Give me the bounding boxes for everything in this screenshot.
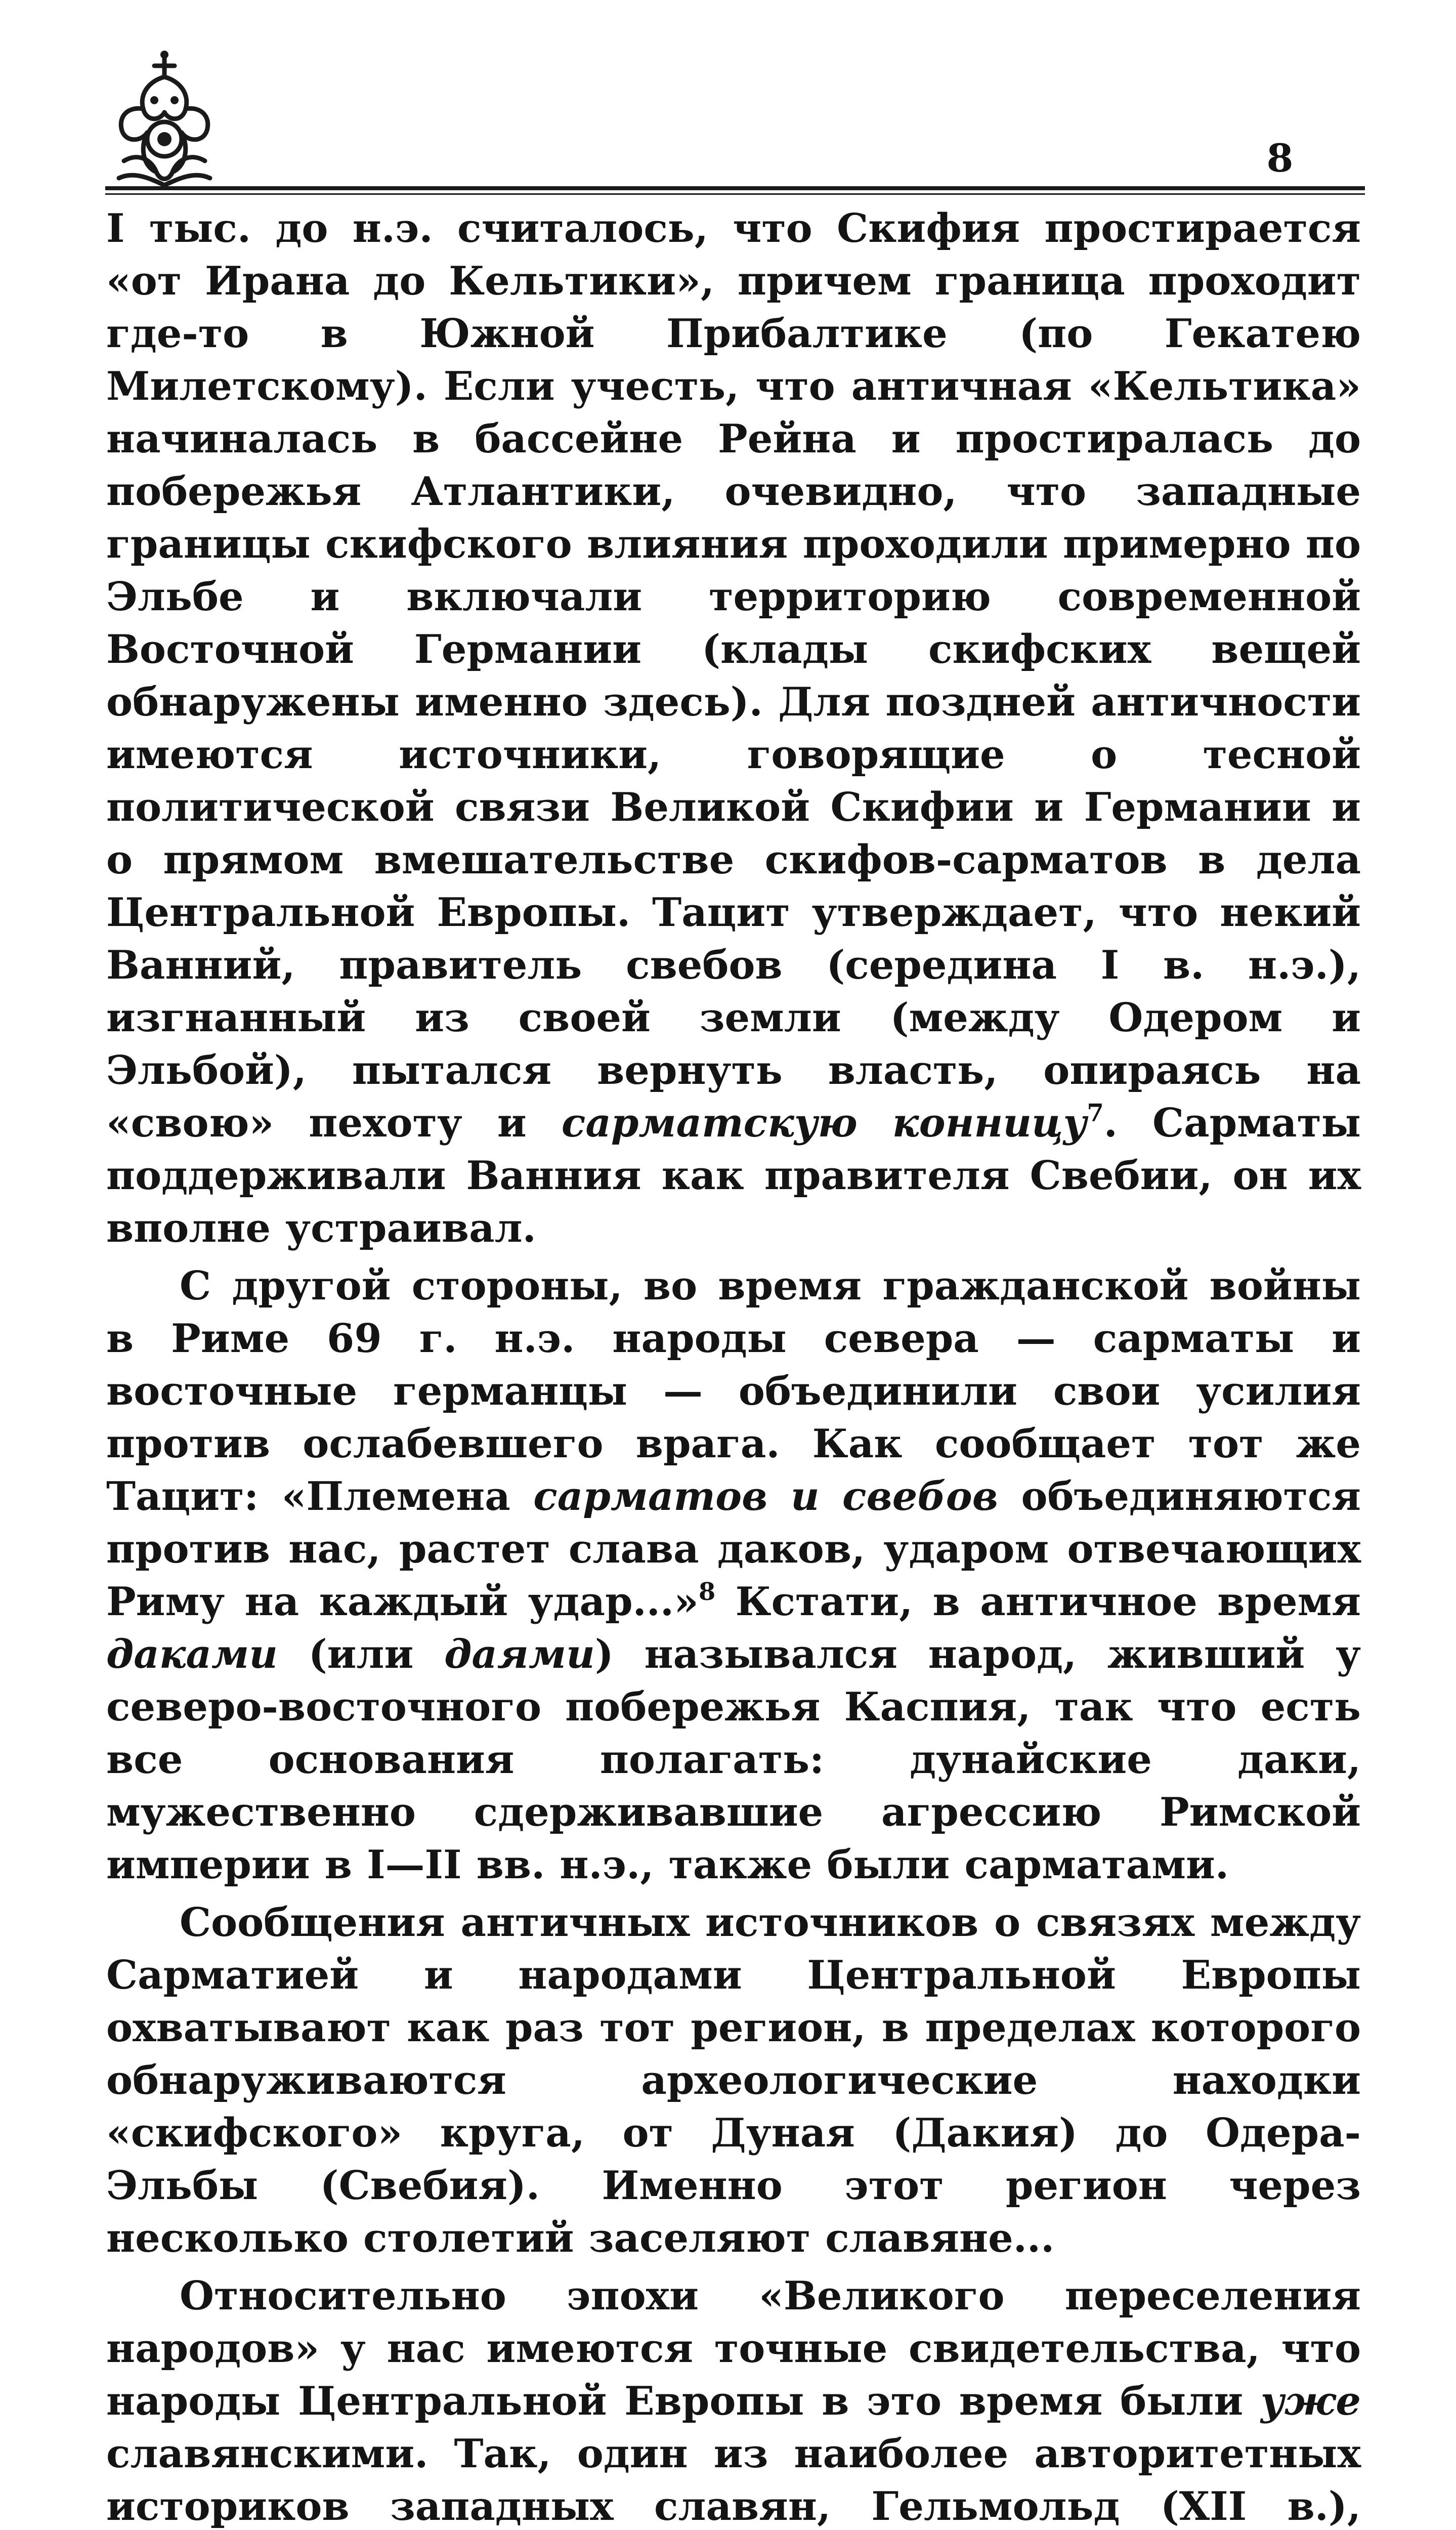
italic-text: даями: [444, 1631, 595, 1677]
text-run: ) назывался народ, живший у северо-восточного побережья Каспия, так что есть все основания полагать: дунайские даки, мужественно сдерживавшие агрессию Римской империи в I—II вв. н.э., также были сарматами.: [106, 1631, 1361, 1888]
header-rule-thin: [105, 193, 1365, 195]
ornament-icon: [104, 46, 225, 197]
footnote-ref: 7: [1087, 1099, 1104, 1127]
page-number: 8: [1250, 136, 1310, 181]
text-run: объединяются против нас, растет слава даков, ударом отвечающих Риму на каждый удар...»: [106, 1473, 1361, 1625]
text-run: славянскими. Так, один из наиболее авторитетных историков западных славян, Гельмольд (XII в.),: [106, 2431, 1361, 2529]
paragraph: [106, 1260, 1361, 1891]
text-run: С другой стороны, во время гражданской войны в Риме 69 г. н.э. народы севера — сарматы и восточные германцы — объединили свои усилия против ослабевшего врага. Как сообщает тот же Тацит: «Племена: [106, 1263, 1361, 1520]
italic-text: сарматскую конницу: [561, 1100, 1087, 1146]
body-text: [106, 202, 1361, 2530]
paragraph: [106, 1896, 1361, 2265]
italic-text: даками: [106, 1631, 278, 1677]
text-run: . Сарматы поддерживали Ванния как правителя Свебии, он их вполне устраивал.: [106, 1100, 1361, 1251]
paragraph: [106, 202, 1361, 1255]
paragraph: [106, 2270, 1361, 2530]
text-run: (или: [277, 1631, 445, 1677]
italic-text: уже: [1260, 2378, 1361, 2424]
header-rule: [105, 186, 1365, 190]
text-run: Кстати, в античное время: [715, 1579, 1361, 1625]
footnote-ref: 8: [698, 1578, 716, 1606]
text-run: Относительно эпохи «Великого переселения народов» у нас имеются точные свидетельства, что народы Центральной Европы в это время были: [106, 2273, 1361, 2424]
italic-text: сарматов и свебов: [533, 1473, 998, 1520]
text-run: Сообщения античных источников о связях между Сарматией и народами Центральной Европы охватывают как раз тот регион, в пределах которого обнаруживаются археологические находки «скифского» круга, от Дуная (Дакия) до Одера-Эльбы (Свебия). Именно этот регион через несколько столетий заселяют славяне...: [106, 1900, 1361, 2261]
text-run: I тыс. до н.э. считалось, что Скифия простирается «от Ирана до Кельтики», причем граница проходит где-то в Южной Прибалтике (по Гекатею Милетскому). Если учесть, что античная «Кельтика» начиналась в бассейне Рейна и простиралась до побережья Атлантики, очевидно, что западные границы скифского влияния проходили примерно по Эльбе и включали территорию современной Восточной Германии (клады скифских вещей обнаружены именно здесь). Для поздней античности имеются источники, говорящие о тесной политической связи Великой Скифии и Германии и о прямом вмешательстве скифов-сарматов в дела Центральной Европы. Тацит утверждает, что некий Ванний, правитель свебов (середина I в. н.э.), изгнанный из своей земли (между Одером и Эльбой), пытался вернуть власть, опираясь на «свою» пехоту и: [106, 205, 1361, 1146]
